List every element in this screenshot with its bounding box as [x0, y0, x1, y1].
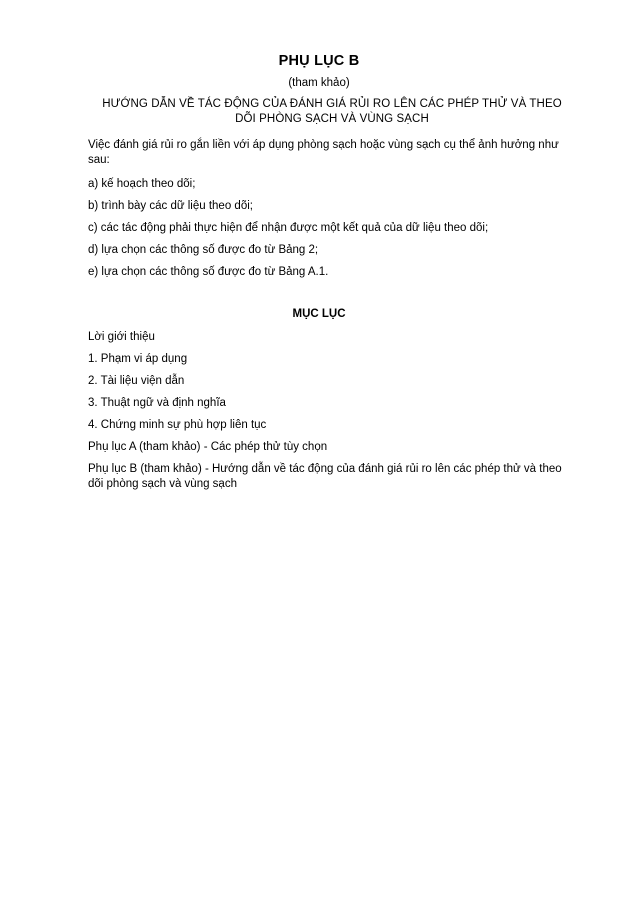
- appendix-heading: [82, 97, 582, 127]
- list-item-c: c) các tác động phải thực hiện để nhận được một kết quả của dữ liệu theo dõi;: [88, 222, 489, 234]
- toc-entry-appendix-b: Phụ lục B (tham khảo) - Hướng dẫn về tác động của đánh giá rủi ro lên các phép thử và theo dõi phòng sạch và vùng sạch: [88, 463, 562, 490]
- appendix-title: PHỤ LỤC B: [278, 53, 360, 69]
- toc-entry-references: 2. Tài liệu viện dẫn: [88, 375, 185, 387]
- list-item-e: e) lựa chọn các thông số được đo từ Bảng A.1.: [88, 266, 329, 278]
- toc-entry-intro: Lời giới thiệu: [88, 331, 155, 343]
- toc-entry-scope: 1. Phạm vi áp dụng: [88, 353, 188, 365]
- appendix-heading-line-1: HƯỚNG DẪN VỀ TÁC ĐỘNG CỦA ĐÁNH GIÁ RỦI RO LÊN CÁC PHÉP THỬ VÀ THEO: [102, 98, 562, 110]
- toc-entry-appendix-a: Phụ lục A (tham khảo) - Các phép thử tùy chọn: [88, 441, 328, 453]
- toc-entry-terms: 3. Thuật ngữ và định nghĩa: [88, 397, 226, 409]
- list-item-d: d) lựa chọn các thông số được đo từ Bảng 2;: [88, 244, 319, 256]
- intro-paragraph: Việc đánh giá rủi ro gắn liền với áp dụng phòng sạch hoặc vùng sạch cụ thể ảnh hưởng như sau:: [88, 139, 559, 166]
- appendix-heading-line-2: DÕI PHÒNG SẠCH VÀ VÙNG SẠCH: [235, 113, 429, 125]
- appendix-subtitle: (tham khảo): [288, 77, 350, 89]
- list-item-b: b) trình bày các dữ liệu theo dõi;: [88, 200, 253, 212]
- list-item-a: a) kế hoạch theo dõi;: [88, 178, 196, 190]
- toc-title: MỤC LỤC: [292, 308, 346, 320]
- toc-entry-conformity: 4. Chứng minh sự phù hợp liên tục: [88, 419, 267, 431]
